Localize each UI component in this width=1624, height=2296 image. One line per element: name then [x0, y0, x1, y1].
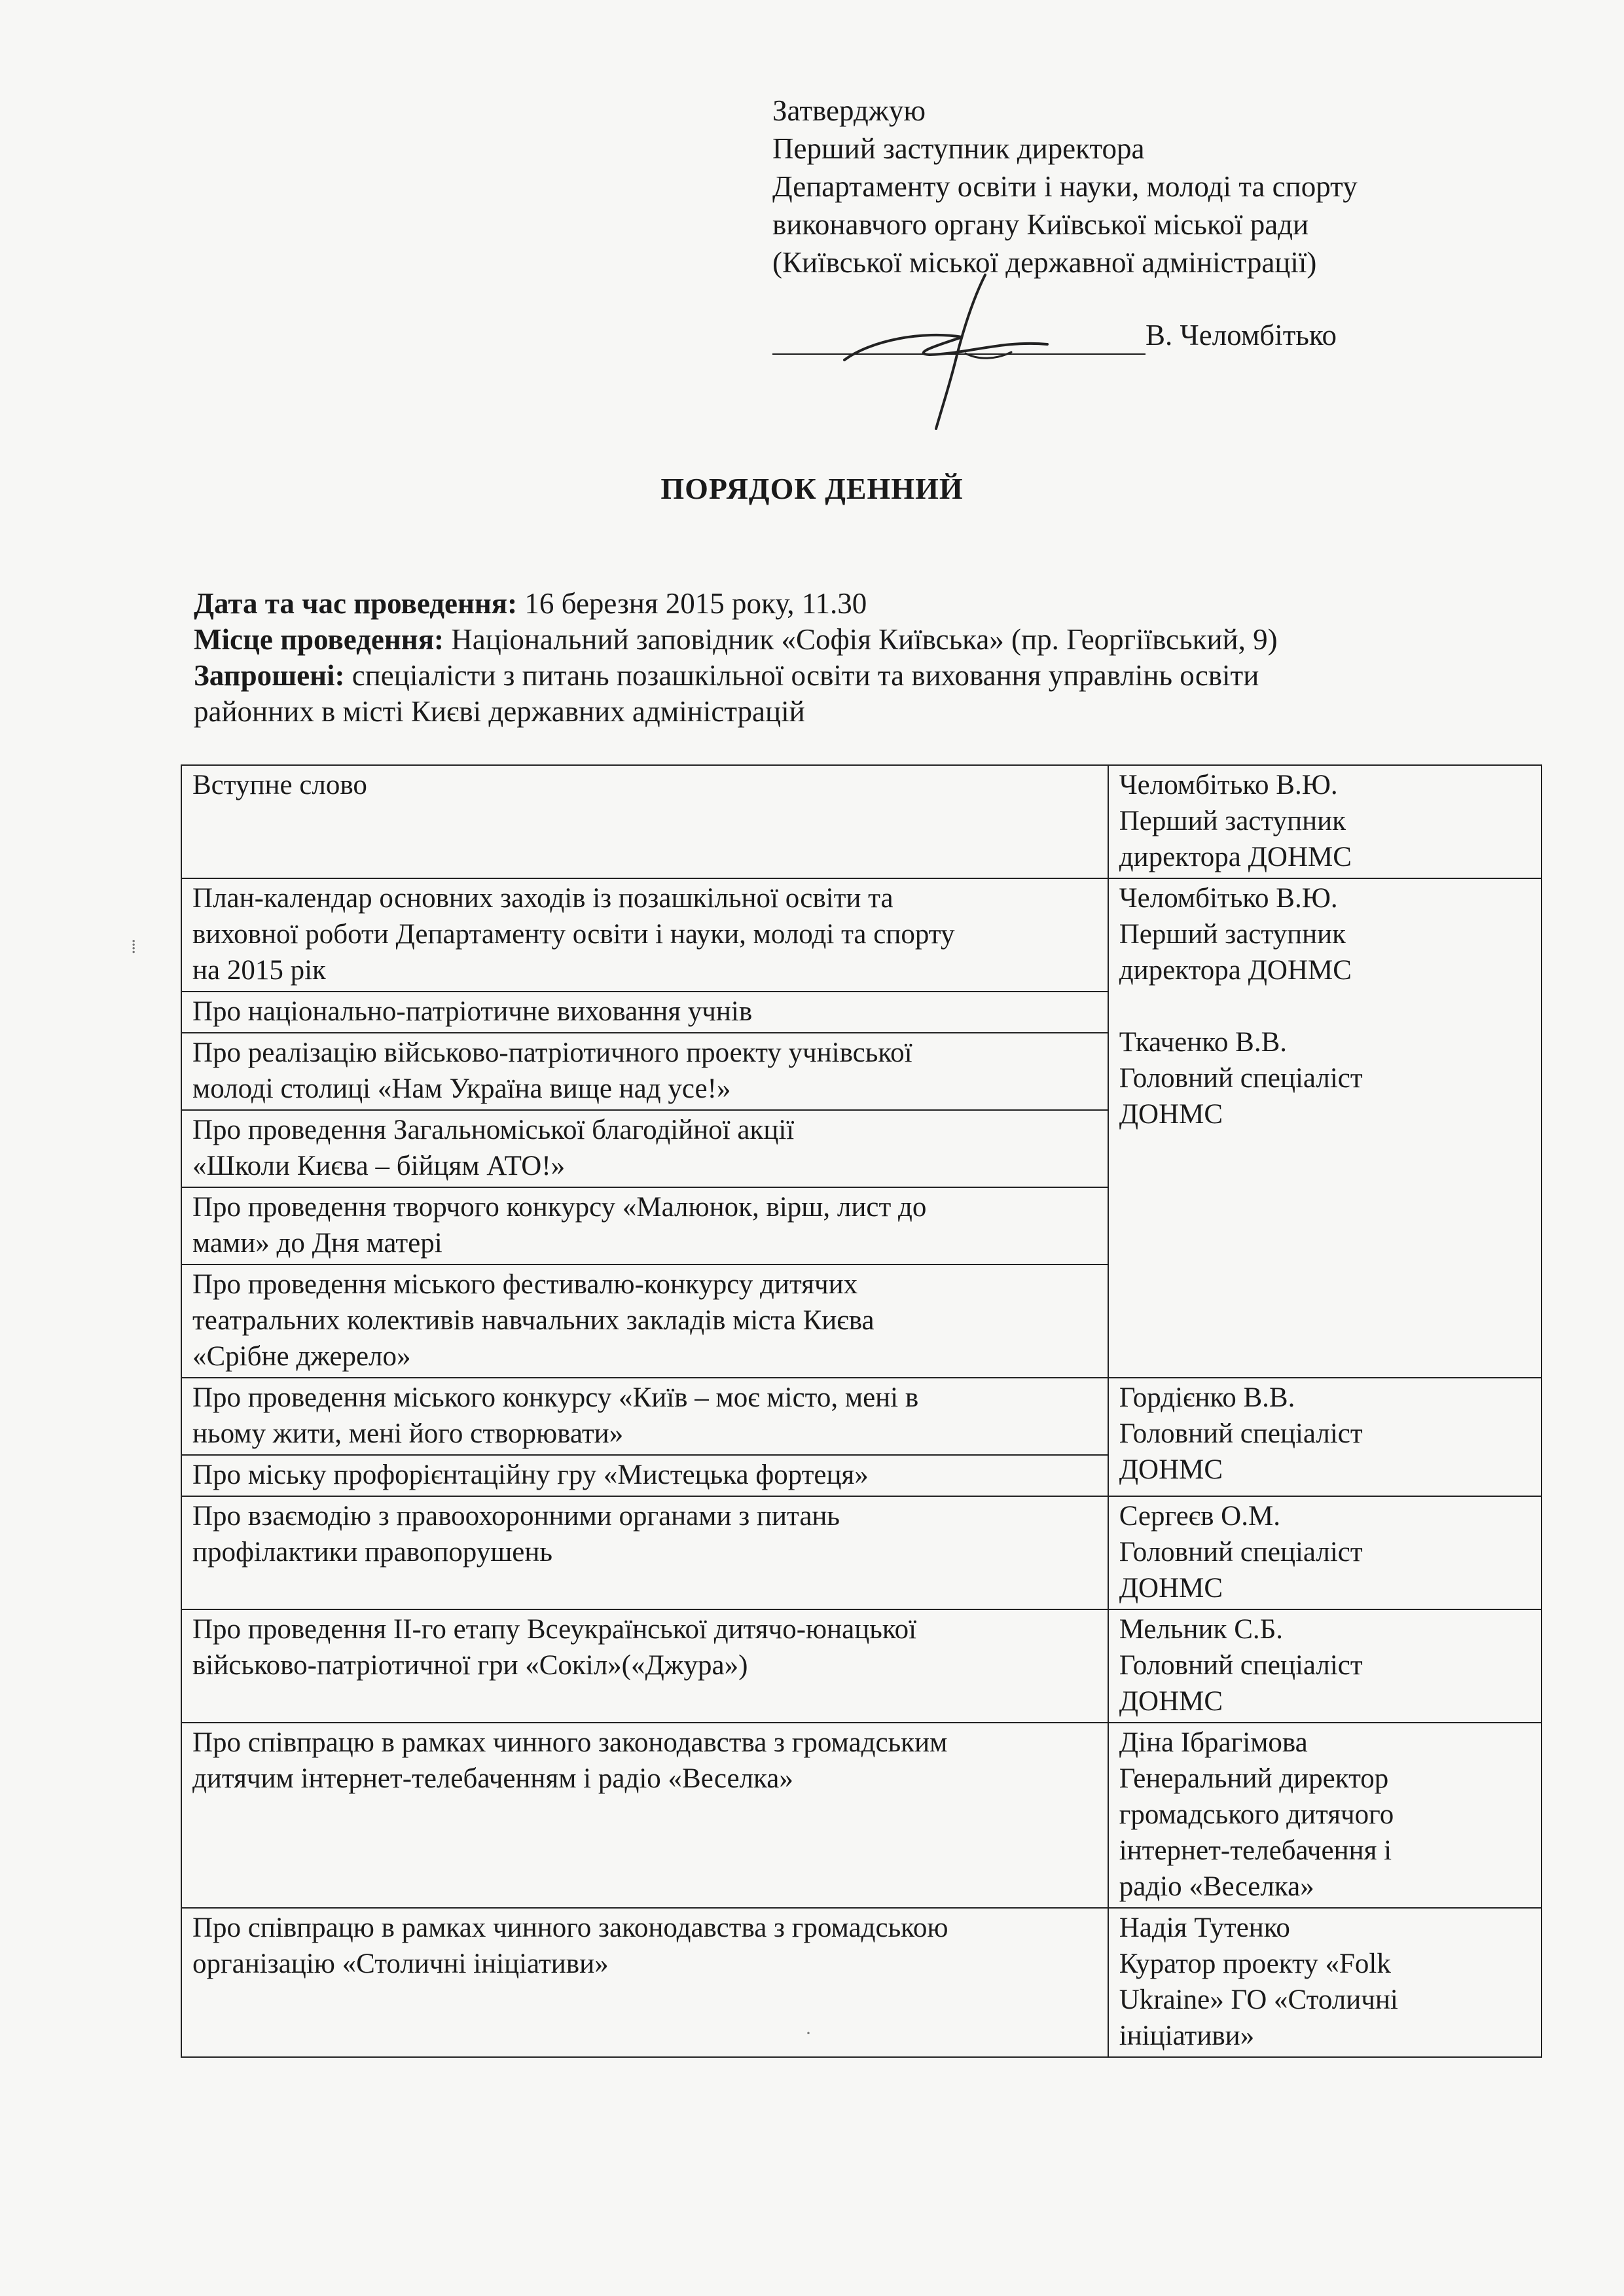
place-label: Місце проведення:: [194, 623, 444, 656]
approval-block: [772, 92, 1525, 281]
table-row: [181, 1496, 1542, 1609]
agenda-topic: Про реалізацію військово-патріотичного проекту учнівської молоді столиці «Нам Україна вище над усе!»: [181, 1033, 1108, 1110]
table-row: [181, 1609, 1542, 1723]
page-title: ПОРЯДОК ДЕННИЙ: [660, 472, 964, 505]
approval-line: виконавчого органу Київської міської ради: [772, 208, 1309, 241]
table-row: [181, 1723, 1542, 1908]
agenda-speaker: Челомбітько В.Ю. Перший заступник директора ДОНМС Ткаченко В.В. Головний спеціаліст ДОНМС: [1108, 878, 1542, 1378]
agenda-topic: Про проведення Загальноміської благодійної акції «Школи Києва – бійцям АТО!»: [181, 1110, 1108, 1187]
agenda-speaker: Гордієнко В.В. Головний спеціаліст ДОНМС: [1108, 1378, 1542, 1496]
agenda-topic: Про проведення міського конкурсу «Київ – моє місто, мені в ньому жити, мені його створювати»: [181, 1378, 1108, 1455]
invited-value: спеціалісти з питань позашкільної освіти та виховання управлінь освіти: [352, 659, 1259, 692]
agenda-speaker: Сергеєв О.М. Головний спеціаліст ДОНМС: [1108, 1496, 1542, 1609]
agenda-speaker: Діна Ібрагімова Генеральний директор громадського дитячого інтернет-телебачення і радіо «Веселка»: [1108, 1723, 1542, 1908]
date-label: Дата та час проведення:: [194, 587, 518, 620]
approval-line: (Київської міської державної адміністрації): [772, 246, 1317, 279]
invited-row-continued: [194, 694, 1437, 730]
table-row: [181, 1908, 1542, 2057]
invited-row: [194, 658, 1437, 694]
agenda-speaker: Челомбітько В.Ю. Перший заступник директора ДОНМС: [1108, 765, 1542, 878]
agenda-topic: Про співпрацю в рамках чинного законодавства з громадською організацію «Столичні ініціативи»: [181, 1908, 1108, 2057]
meeting-details: [194, 586, 1437, 730]
signer-name: В. Челомбітько: [1146, 319, 1337, 351]
agenda-topic: Про проведення творчого конкурсу «Малюнок, вірш, лист до мами» до Дня матері: [181, 1187, 1108, 1265]
invited-value-continued: районних в місті Києві державних адміністрацій: [194, 695, 805, 728]
place-value: Національний заповідник «Софія Київська» (пр. Георгіївський, 9): [451, 623, 1278, 656]
approval-line: Департаменту освіти і науки, молоді та спорту: [772, 170, 1358, 203]
agenda-topic: Про національно-патріотичне виховання учнів: [181, 992, 1108, 1033]
table-row: [181, 878, 1542, 992]
agenda-topic: Про проведення ІІ-го етапу Всеукраїнської дитячо-юнацької військово-патріотичної гри «Сокіл»(«Джура»): [181, 1609, 1108, 1723]
agenda-topic: Про взаємодію з правоохоронними органами з питань профілактики правопорушень: [181, 1496, 1108, 1609]
agenda-table: [181, 764, 1542, 2058]
agenda-speaker: Надія Тутенко Куратор проекту «Folk Ukraine» ГО «Столичні ініціативи»: [1108, 1908, 1542, 2057]
agenda-topic: Про міську профорієнтаційну гру «Мистецька фортеця»: [181, 1455, 1108, 1496]
place-row: [194, 622, 1437, 658]
signature-row: [772, 308, 1525, 367]
approval-line: Затверджую: [772, 94, 926, 127]
agenda-speaker: Мельник С.Б. Головний спеціаліст ДОНМС: [1108, 1609, 1542, 1723]
table-row: [181, 765, 1542, 878]
agenda-topic: Про проведення міського фестивалю-конкурсу дитячих театральних колективів навчальних закладів міста Києва «Срібне джерело»: [181, 1265, 1108, 1378]
date-row: [194, 586, 1437, 622]
agenda-topic: Про співпрацю в рамках чинного законодавства з громадським дитячим інтернет-телебаченням і радіо «Веселка»: [181, 1723, 1108, 1908]
date-value: 16 березня 2015 року, 11.30: [524, 587, 867, 620]
invited-label: Запрошені:: [194, 659, 345, 692]
scan-artifact: ⁞: [131, 936, 137, 958]
approval-line: Перший заступник директора: [772, 132, 1145, 165]
handwritten-signature: [831, 262, 1067, 432]
scan-artifact: ·: [805, 2022, 812, 2044]
agenda-topic: План-календар основних заходів із позашкільної освіти та виховної роботи Департаменту освіти і науки, молоді та спорту на 2015 рік: [181, 878, 1108, 992]
agenda-topic: Вступне слово: [181, 765, 1108, 878]
table-row: [181, 1378, 1542, 1455]
